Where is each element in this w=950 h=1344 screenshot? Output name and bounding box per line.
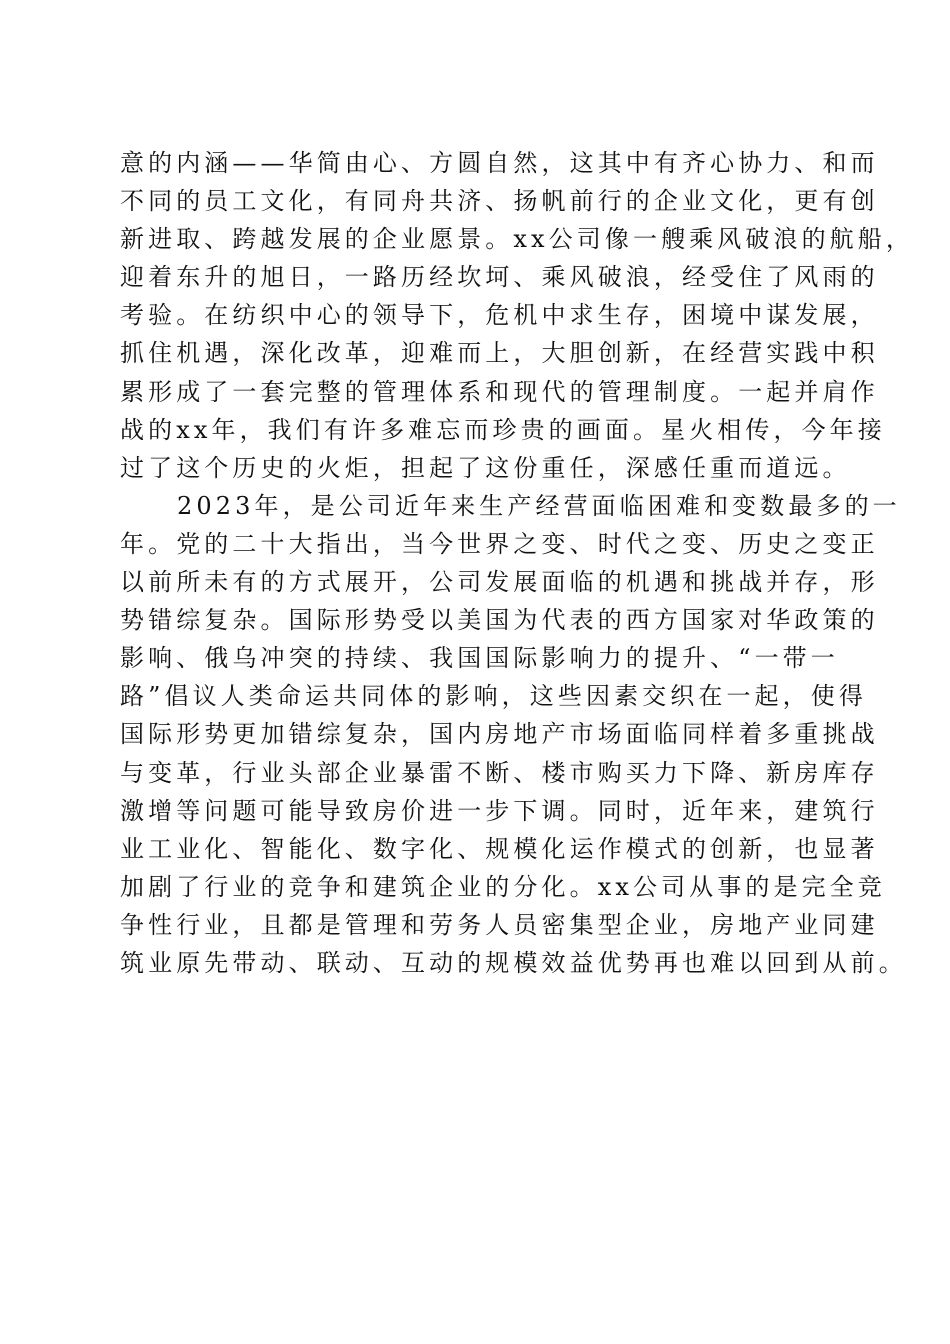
text-line: 激增等问题可能导致房价进一步下调。同时，近年来，建筑行 (120, 796, 879, 825)
text-line: 争性行业，且都是管理和劳务人员密集型企业，房地产业同建 (120, 910, 879, 939)
text-line: 累形成了一套完整的管理体系和现代的管理制度。一起并肩作 (120, 377, 879, 406)
text-line: 加剧了行业的竞争和建筑企业的分化。xx公司从事的是完全竞 (120, 872, 886, 901)
text-line: 业工业化、智能化、数字化、规模化运作模式的创新，也显著 (120, 834, 879, 863)
text-line: 筑业原先带动、联动、互动的规模效益优势再也难以回到从前。 (120, 948, 907, 977)
paragraph-1 (120, 144, 914, 487)
paragraph-2 (120, 487, 907, 982)
text-line: 影响、俄乌冲突的持续、我国国际影响力的提升、“一带一 (120, 644, 839, 673)
text-line: 势错综复杂。国际形势受以美国为代表的西方国家对华政策的 (120, 606, 879, 635)
text-line: 过了这个历史的火炬，担起了这份重任，深感任重而道远。 (120, 453, 851, 482)
document-body (120, 144, 914, 982)
text-line: 路”倡议人类命运共同体的影响，这些因素交织在一起，使得 (120, 682, 867, 711)
text-line: 与变革，行业头部企业暴雷不断、楼市购买力下降、新房库存 (120, 758, 879, 787)
text-line: 国际形势更加错综复杂，国内房地产市场面临同样着多重挑战 (120, 720, 879, 749)
text-line: 战的xx年，我们有许多难忘而珍贵的画面。星火相传，今年接 (120, 415, 886, 444)
text-line: 不同的员工文化，有同舟共济、扬帆前行的企业文化，更有创 (120, 187, 879, 216)
text-line: 意的内涵——华简由心、方圆自然，这其中有齐心协力、和而 (120, 149, 879, 177)
text-line: 考验。在纺织中心的领导下，危机中求生存，困境中谋发展， (120, 301, 879, 330)
text-line: 抓住机遇，深化改革，迎难而上，大胆创新，在经营实践中积 (120, 339, 879, 368)
text-line: 迎着东升的旭日，一路历经坎坷、乘风破浪，经受住了风雨的 (120, 263, 879, 292)
text-line: 年。党的二十大指出，当今世界之变、时代之变、历史之变正 (120, 529, 879, 558)
text-line-indented: 2023年，是公司近年来生产经营面临困难和变数最多的一 (177, 491, 901, 520)
text-line: 以前所未有的方式展开，公司发展面临的机遇和挑战并存，形 (120, 568, 879, 597)
text-line: 新进取、跨越发展的企业愿景。xx公司像一艘乘风破浪的航船， (120, 225, 914, 254)
